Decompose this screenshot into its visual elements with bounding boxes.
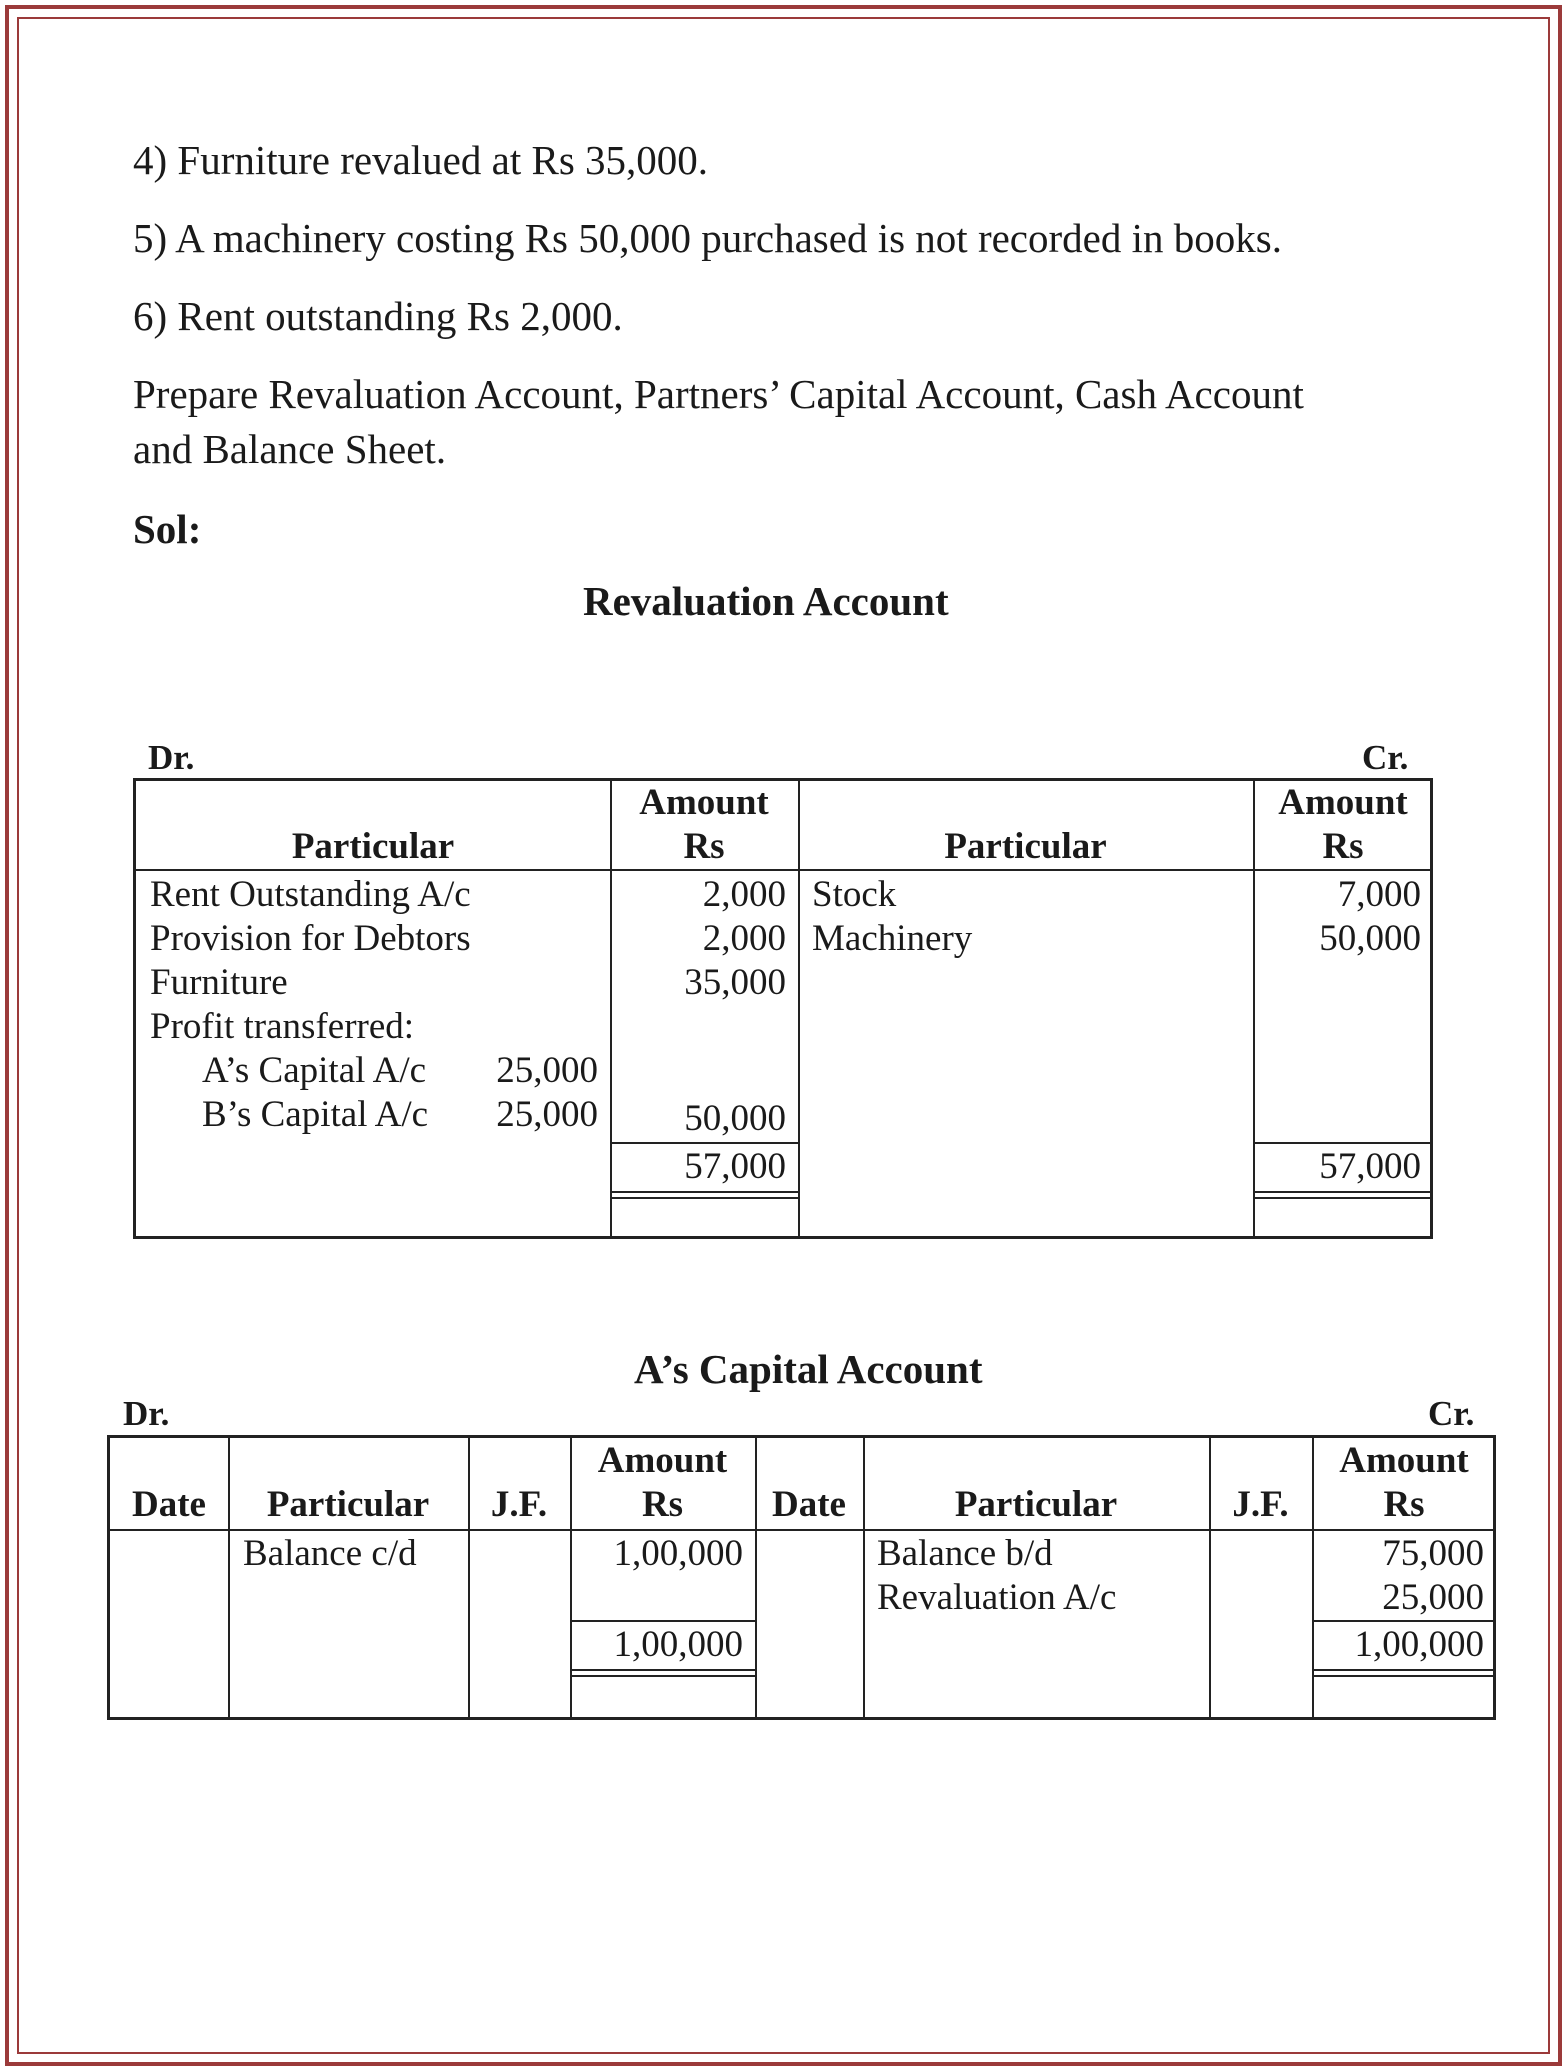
instruction-line-1: Prepare Revaluation Account, Partners’ Capital Account, Cash Account — [133, 371, 1304, 417]
rev-profit-b-particular: B’s Capital A/c — [202, 1094, 429, 1135]
cap-header-particular-dr: Particular — [266, 1484, 430, 1525]
cap-header-amount-dr: Amount — [597, 1440, 728, 1481]
capital-table — [107, 1435, 1496, 1720]
revaluation-title: Revaluation Account — [583, 578, 949, 624]
cap-header-jf-cr: J.F. — [1232, 1484, 1289, 1525]
rev-dr-total: 57,000 — [684, 1146, 786, 1187]
cap-header-rs-dr: Rs — [641, 1484, 684, 1525]
rev-profit-b-amount: 25,000 — [496, 1094, 598, 1135]
cap-dr-amount: 1,00,000 — [613, 1533, 743, 1574]
cap-header-amount-cr: Amount — [1339, 1440, 1469, 1481]
cap-cr-total: 1,00,000 — [1354, 1624, 1484, 1665]
rev-dr-amount: 2,000 — [702, 874, 786, 915]
rev-dr-particular: Provision for Debtors — [150, 918, 471, 959]
revaluation-table — [133, 778, 1433, 1239]
rev-header-rs-cr: Rs — [1322, 826, 1364, 867]
rev-cr-particular: Machinery — [812, 918, 973, 959]
rev-cr-particular: Stock — [812, 874, 897, 915]
rev-header-particular-cr: Particular — [944, 826, 1107, 867]
cap-dr-particular: Balance c/d — [243, 1533, 417, 1574]
rev-profit-total: 50,000 — [684, 1098, 786, 1139]
cap-header-date-cr: Date — [772, 1484, 846, 1525]
rev-profit-a-amount: 25,000 — [496, 1050, 598, 1091]
instruction-line-2: and Balance Sheet. — [133, 426, 447, 472]
cap-dr-total: 1,00,000 — [613, 1624, 743, 1665]
revaluation-dr-label: Dr. — [148, 738, 195, 777]
rev-dr-particular: Furniture — [150, 962, 288, 1003]
rev-header-amount-cr: Amount — [1278, 782, 1408, 823]
question-line-5: 5) A machinery costing Rs 50,000 purchased is not recorded in books. — [133, 215, 1282, 261]
capital-cr-label: Cr. — [1428, 1394, 1475, 1433]
revaluation-cr-label: Cr. — [1362, 738, 1409, 777]
capital-title: A’s Capital Account — [634, 1346, 983, 1392]
question-line-6: 6) Rent outstanding Rs 2,000. — [133, 293, 623, 339]
rev-dr-amount: 2,000 — [702, 918, 786, 959]
cap-cr-amount: 25,000 — [1382, 1577, 1484, 1618]
rev-dr-particular: Rent Outstanding A/c — [150, 874, 471, 915]
cap-header-particular-cr: Particular — [954, 1484, 1118, 1525]
question-line-4: 4) Furniture revalued at Rs 35,000. — [133, 137, 709, 183]
cap-cr-amount: 75,000 — [1382, 1533, 1484, 1574]
rev-cr-total: 57,000 — [1319, 1146, 1421, 1187]
capital-dr-label: Dr. — [123, 1394, 170, 1433]
sol-label: Sol: — [133, 506, 202, 552]
cap-header-jf-dr: J.F. — [490, 1484, 548, 1525]
rev-profit-a-particular: A’s Capital A/c — [202, 1050, 427, 1091]
rev-profit-label: Profit transferred: — [150, 1006, 415, 1047]
cap-header-rs-cr: Rs — [1383, 1484, 1425, 1525]
cap-cr-particular: Balance b/d — [877, 1533, 1053, 1574]
rev-dr-amount: 35,000 — [684, 962, 786, 1003]
rev-cr-amount: 50,000 — [1319, 918, 1421, 959]
rev-header-amount-dr: Amount — [639, 782, 769, 823]
rev-cr-amount: 7,000 — [1337, 874, 1421, 915]
cap-header-date-dr: Date — [132, 1484, 206, 1525]
rev-header-particular-dr: Particular — [291, 826, 455, 867]
rev-header-rs-dr: Rs — [683, 826, 725, 867]
cap-cr-particular: Revaluation A/c — [877, 1577, 1117, 1618]
